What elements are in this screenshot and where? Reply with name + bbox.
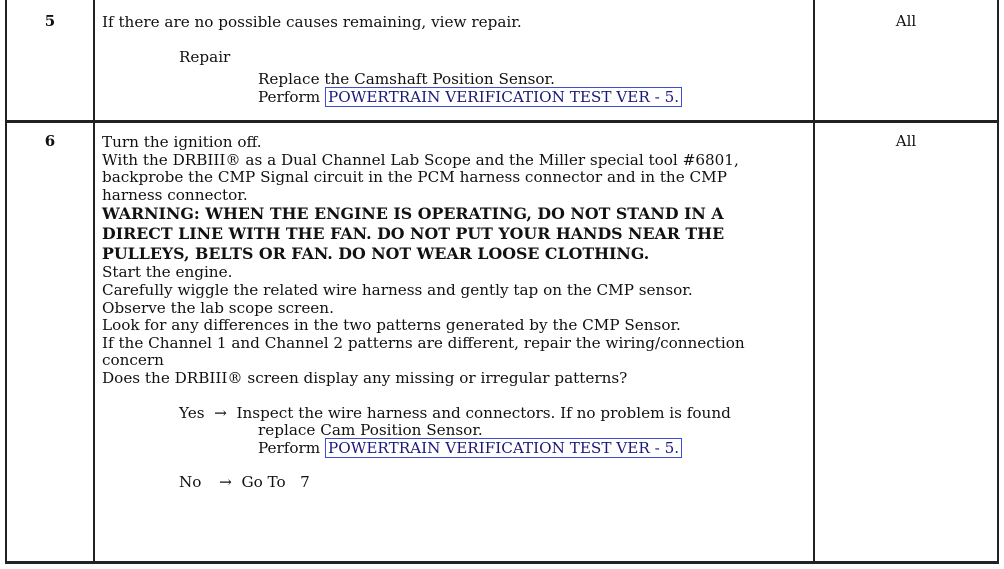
instruction-text: Turn the ignition off.	[102, 133, 262, 151]
instruction-text: Look for any differences in the two patterns generated by the CMP Sensor.	[102, 316, 681, 335]
instruction-text: harness connector.	[102, 185, 248, 204]
instruction-text: backprobe the CMP Signal circuit in the PCM harness connector and in the CMP	[102, 168, 727, 187]
repair-line: Replace the Camshaft Position Sensor.	[258, 70, 555, 89]
question-text: Does the DRBIII® screen display any missing or irregular patterns?	[102, 368, 628, 387]
no-branch	[102, 474, 810, 492]
perform-prefix: Perform	[258, 438, 321, 457]
step-6-content	[102, 134, 810, 492]
perform-prefix: Perform	[258, 87, 321, 106]
step-5-content	[102, 14, 810, 106]
applies-to: All	[895, 132, 917, 150]
instruction-text: If there are no possible causes remaining, view repair.	[102, 13, 522, 31]
row-divider	[5, 120, 999, 123]
instruction-text: Observe the lab scope screen.	[102, 298, 334, 317]
verification-test-link[interactable]: POWERTRAIN VERIFICATION TEST VER - 5.	[325, 87, 682, 107]
step-number: 6	[44, 132, 56, 150]
instruction-text: If the Channel 1 and Channel 2 patterns are different, repair the wiring/connection	[102, 333, 745, 352]
yes-branch	[102, 405, 810, 423]
perform-line	[102, 89, 810, 107]
warning-text: DIRECT LINE WITH THE FAN. DO NOT PUT YOUR HANDS NEAR THE	[102, 224, 725, 244]
right-arrow-icon: →	[214, 403, 227, 422]
column-divider	[813, 0, 815, 564]
instruction-text: With the DRBIII® as a Dual Channel Lab Scope and the Miller special tool #6801,	[102, 150, 739, 169]
warning-text: WARNING: WHEN THE ENGINE IS OPERATING, DO NOT STAND IN A	[102, 204, 724, 224]
no-label: No	[179, 473, 202, 492]
go-to-step-link[interactable]: Go To 7	[241, 473, 310, 492]
instruction-text: Carefully wiggle the related wire harness and gently tap on the CMP sensor.	[102, 280, 693, 299]
instruction-text: concern	[102, 351, 164, 370]
yes-action-continued: replace Cam Position Sensor.	[258, 421, 483, 440]
applies-to: All	[895, 12, 917, 30]
perform-line	[102, 440, 810, 458]
right-arrow-icon: →	[219, 473, 232, 492]
yes-action: Inspect the wire harness and connectors. If no problem is found	[236, 403, 731, 422]
step-number: 5	[44, 12, 56, 30]
instruction-text: Start the engine.	[102, 263, 233, 282]
repair-heading: Repair	[179, 47, 231, 66]
column-divider	[93, 0, 95, 564]
warning-text: PULLEYS, BELTS OR FAN. DO NOT WEAR LOOSE CLOTHING.	[102, 244, 650, 264]
verification-test-link[interactable]: POWERTRAIN VERIFICATION TEST VER - 5.	[325, 438, 682, 458]
yes-label: Yes	[179, 403, 205, 422]
